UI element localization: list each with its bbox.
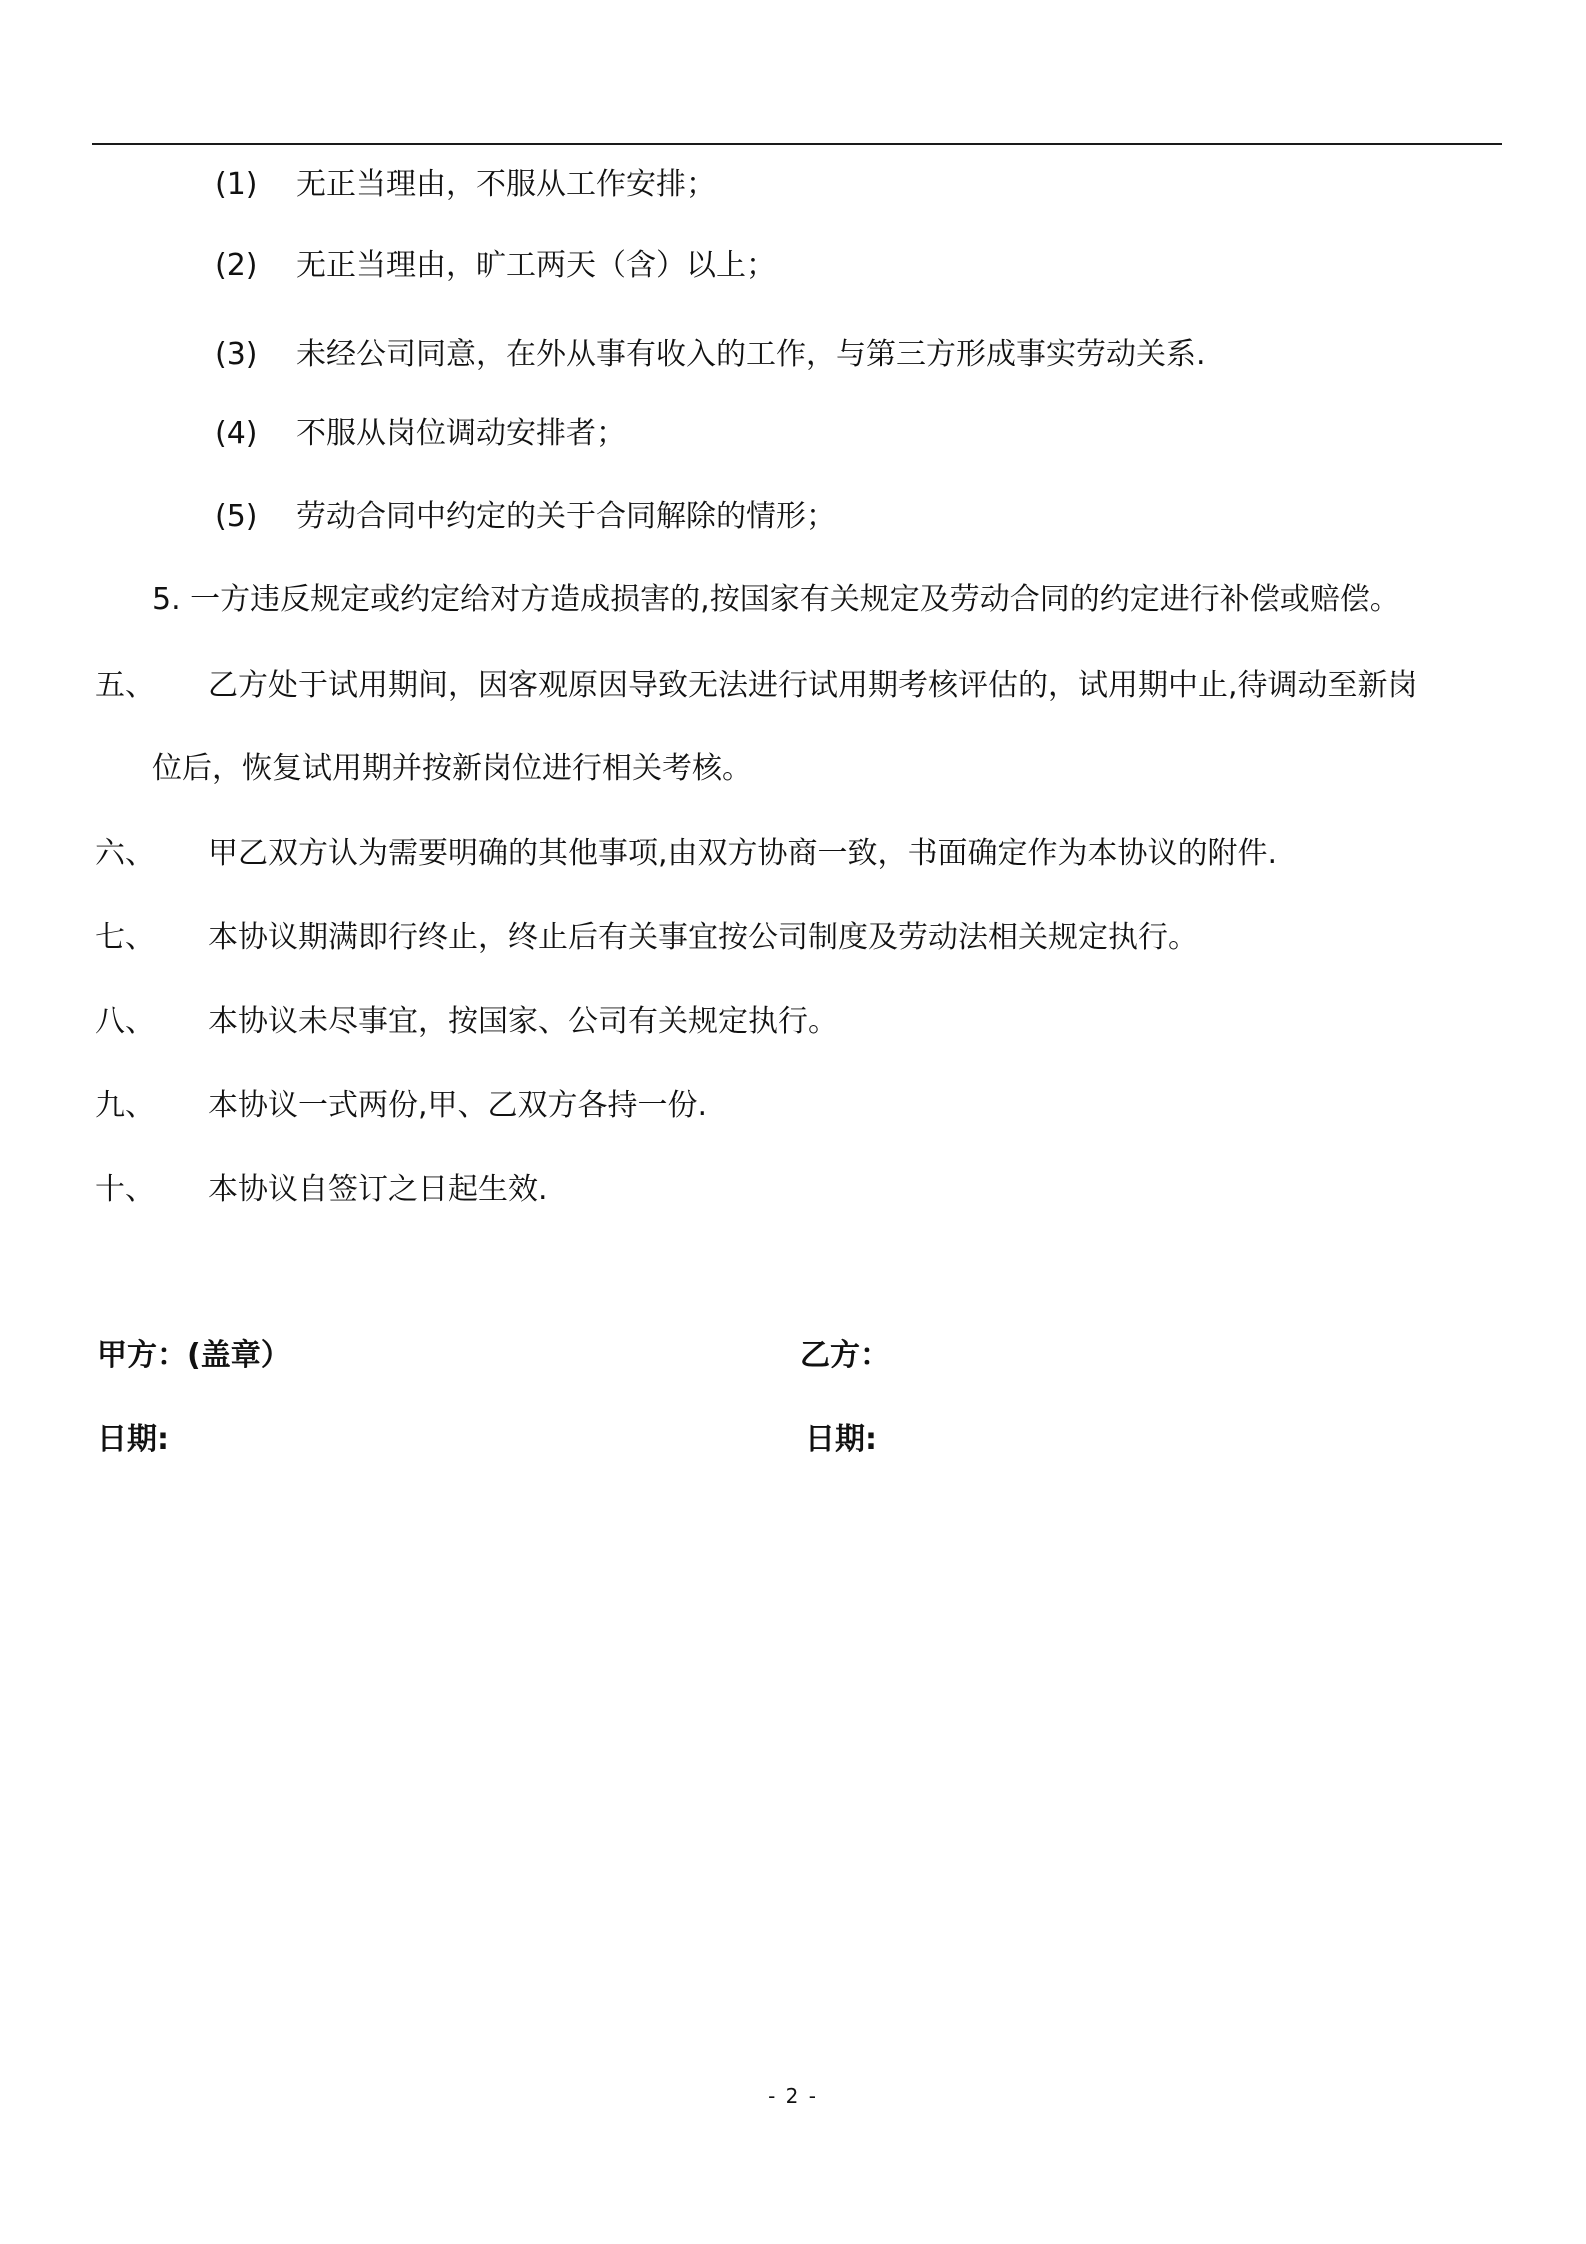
page-number: - 2 - <box>768 2084 818 2108</box>
sub-item-number: (2) <box>215 248 258 283</box>
sub-item-text: 不服从岗位调动安排者； <box>296 416 626 451</box>
section-text: 本协议期满即行终止，终止后有关事宜按公司制度及劳动法相关规定执行。 <box>208 920 1198 955</box>
sub-item-text: 无正当理由，旷工两天（含）以上； <box>296 248 776 283</box>
party-b-label: 乙方： <box>800 1338 890 1373</box>
clause-5-text: 5. 一方违反规定或约定给对方造成损害的,按国家有关规定及劳动合同的约定进行补偿或赔偿。 <box>152 582 1400 617</box>
section-number: 六、 <box>95 836 155 871</box>
section-number: 五、 <box>95 668 155 703</box>
sub-item-text: 无正当理由，不服从工作安排； <box>296 167 716 202</box>
party-a-date-label: 日期: <box>97 1422 169 1457</box>
header-rule <box>92 143 1502 145</box>
sub-item-number: (4) <box>215 416 258 451</box>
section-text: 本协议自签订之日起生效. <box>208 1172 548 1207</box>
section-number: 八、 <box>95 1004 155 1039</box>
section-text: 甲乙双方认为需要明确的其他事项,由双方协商一致，书面确定作为本协议的附件. <box>208 836 1278 871</box>
section-number: 七、 <box>95 920 155 955</box>
sub-item-number: (1) <box>215 167 258 202</box>
section-text: 本协议一式两份,甲、乙双方各持一份. <box>208 1088 708 1123</box>
sub-item-text: 未经公司同意，在外从事有收入的工作，与第三方形成事实劳动关系. <box>296 337 1206 372</box>
sub-item-number: (5) <box>215 499 258 534</box>
section-number: 九、 <box>95 1088 155 1123</box>
section-text: 乙方处于试用期间，因客观原因导致无法进行试用期考核评估的，试用期中止,待调动至新岗 <box>208 668 1418 703</box>
party-b-date-label: 日期: <box>805 1422 877 1457</box>
party-a-seal-label: 甲方：(盖章） <box>97 1338 291 1373</box>
section-continuation: 位后，恢复试用期并按新岗位进行相关考核。 <box>152 751 752 786</box>
sub-item-text: 劳动合同中约定的关于合同解除的情形； <box>296 499 836 534</box>
sub-item-number: (3) <box>215 337 258 372</box>
section-text: 本协议未尽事宜，按国家、公司有关规定执行。 <box>208 1004 838 1039</box>
section-number: 十、 <box>95 1172 155 1207</box>
